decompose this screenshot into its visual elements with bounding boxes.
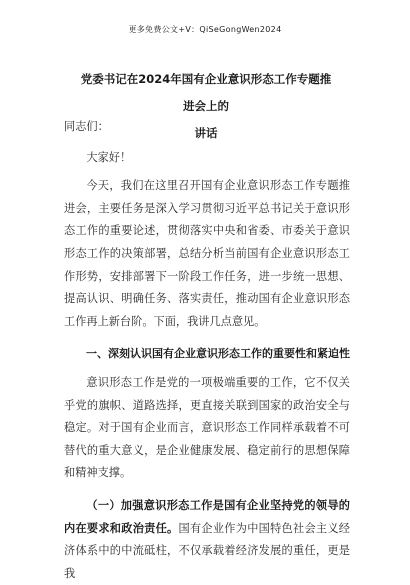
- salutation: 同志们：: [64, 120, 109, 133]
- title-line-1: 党委书记在2024年国有企业意识形态工作专题推进会上的: [80, 72, 332, 113]
- section-heading-1: 一、深刻认识国有企业意识形态工作的重要性和紧迫性: [86, 347, 350, 361]
- intro-paragraph: 今天，我们在这里召开国有企业意识形态工作专题推进会，主要任务是深入学习贯彻习近平总书记关于意识形态工作的重要论述，贯彻落实中央和省委、市委关于意识形态工作的决策部署，总结分析当前国有企业意识形态工作形势，安排部署下一阶段工作任务，进一步统一思想、提高认识、明确任务、落实责任，推动国有企业意识形态工作再上新台阶。下面，我讲几点意见。: [64, 179, 350, 328]
- document-body: [64, 116, 350, 585]
- title-line-2: 讲话: [194, 126, 218, 140]
- section-1-paragraph: 意识形态工作是党的一项极端重要的工作，它不仅关乎党的旗帜、道路选择，更直接关联到国家的政治安全与稳定。对于国有企业而言，意识形态工作同样承载着不可替代的重大意义，是企业健康发展、稳定前行的思想保障和精神支撑。: [64, 375, 350, 480]
- greeting: 大家好！: [86, 150, 132, 164]
- header-note: 更多免费公文+V：QiSeGongWen2024: [128, 25, 282, 34]
- subsection-1: [64, 495, 350, 585]
- subsection-1-text: 国有企业作为中国特色社会主义经济体系中的中流砥柱，不仅承载着经济发展的重任，更是我: [64, 521, 350, 580]
- subsection-1-heading: （一）加强意识形态工作是国有企业坚持党的领导的内在要求和政治责任。: [64, 498, 350, 535]
